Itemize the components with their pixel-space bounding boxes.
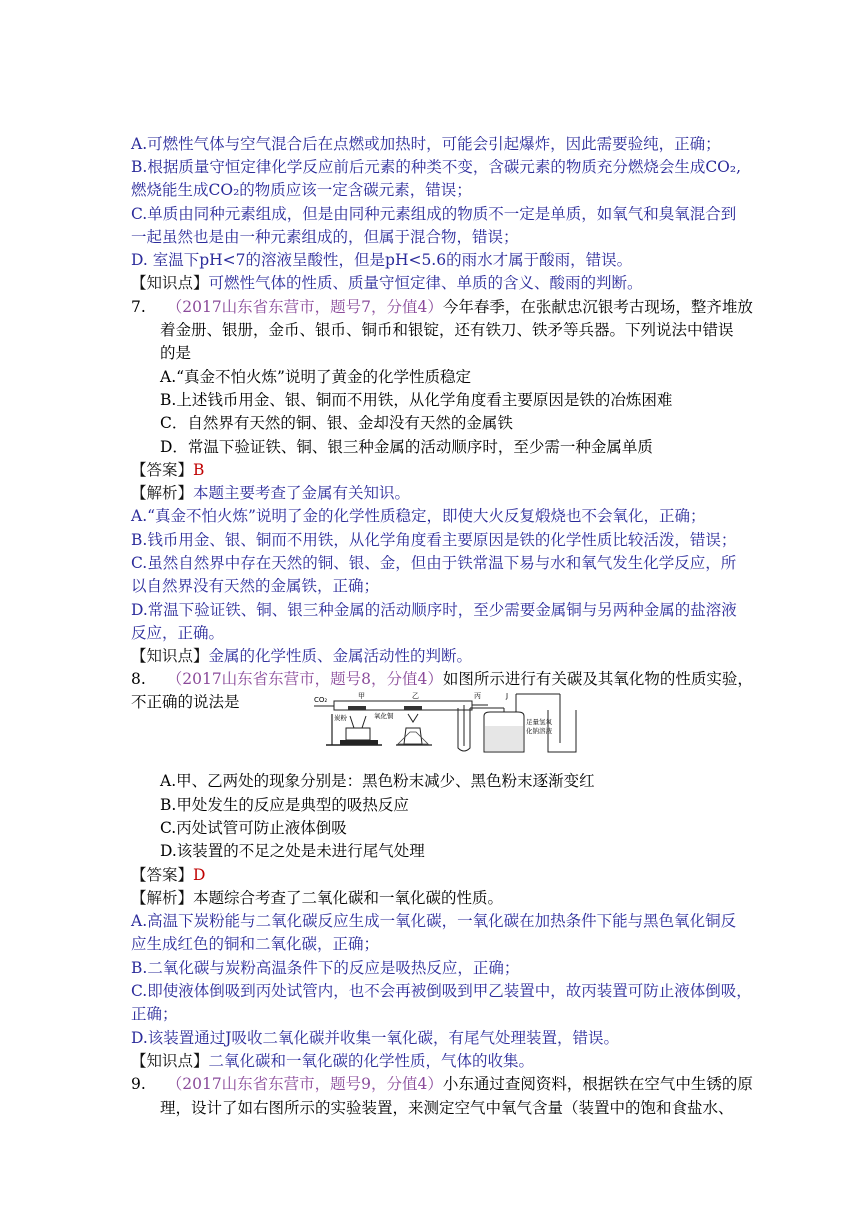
- q8-option-a: A.甲、乙两处的现象分别是：黑色粉末减少、黑色粉末逐渐变红: [160, 772, 595, 790]
- analysis-line-d: D. 室温下pH<7的溶液呈酸性，但是pH<5.6的雨水才属于酸雨，错误。: [131, 251, 633, 269]
- q8-stem-line1: [131, 668, 753, 690]
- q8-number: 8.: [131, 670, 146, 688]
- knowledge-text: 可燃性气体的性质、质量守恒定律、单质的含义、酸雨的判断。: [208, 274, 643, 292]
- knowledge-label: 【知识点】: [131, 647, 209, 665]
- fig-j-label: J: [506, 692, 509, 700]
- q8-analysis-b: B.二氧化碳与炭粉高温条件下的反应是吸热反应，正确；: [131, 959, 520, 977]
- q7-analysis-c: C.虽然自然界中存在天然的铜、银、金，但由于铁常温下易与水和氧气发生化学反应，所: [131, 554, 737, 572]
- fig-copper-oxide: [404, 706, 422, 710]
- fig-yi-label: 乙: [412, 692, 419, 700]
- knowledge-point-6: [131, 272, 643, 294]
- fig-bing-label: 丙: [474, 692, 481, 700]
- knowledge-label: 【知识点】: [131, 1052, 209, 1070]
- q8-answer: [131, 864, 205, 886]
- q7-source: （2017山东省东营市，题号7，分值4）: [166, 298, 443, 316]
- fig-carbon-powder: [348, 706, 366, 710]
- analysis-label: 【解析】: [131, 889, 194, 907]
- fig-burner-flame-2: [408, 714, 418, 722]
- q7-answer: [131, 459, 204, 481]
- q9-stem-line1: [131, 1073, 753, 1095]
- q8-source: （2017山东省东营市，题号8，分值4）: [166, 670, 443, 688]
- analysis-line-a: A.可燃性气体与空气混合后在点燃或加热时，可能会引起爆炸，因此需要验纯，正确；: [131, 135, 721, 153]
- q8-option-b: B.甲处发生的反应是典型的吸热反应: [160, 796, 409, 814]
- q7-stem-line3: 的是: [160, 344, 192, 362]
- q8-analysis-d: D.该装置通过J吸收二氧化碳并收集一氧化碳，有尾气处理装置，错误。: [131, 1029, 620, 1047]
- q9-stem-text: 小东通过查阅资料，根据铁在空气中生锈的原: [442, 1075, 753, 1093]
- fig-burner-2: [404, 728, 422, 744]
- q8-knowledge-point: [131, 1050, 534, 1072]
- q9-number: 9.: [131, 1075, 146, 1093]
- answer-value: B: [193, 461, 205, 479]
- answer-label: 【答案】: [131, 461, 194, 479]
- analysis-line-b: B.根据质量守恒定律化学反应前后元素的种类不变，含碳元素的物质充分燃烧会生成CO₂,: [131, 158, 742, 176]
- fig-beaker: [548, 710, 576, 752]
- analysis-line-c: C.单质由同种元素组成，但是由同种元素组成的物质不一定是单质，如氧气和臭氧混合到: [131, 205, 737, 223]
- fig-burner-1: [346, 728, 370, 740]
- q7-stem-line2: 着金册、银册，金币、银币、铜币和银锭，还有铁刀、铁矛等兵器。下列说法中错误: [160, 321, 734, 339]
- q7-analysis-head: [131, 482, 410, 504]
- q8-option-c: C.丙处试管可防止液体倒吸: [160, 819, 347, 837]
- fig-tanfen-label: 炭粉: [334, 714, 347, 722]
- q7-option-d: D．常温下验证铁、铜、银三种金属的活动顺序时，至少需一种金属单质: [160, 438, 653, 456]
- knowledge-text: 金属的化学性质、金属活动性的判断。: [208, 647, 473, 665]
- answer-label: 【答案】: [131, 866, 194, 884]
- answer-value: D: [193, 866, 206, 884]
- q9-stem-line2: 理，设计了如右图所示的实验装置，来测定空气中氧气含量（装置中的饱和食盐水、: [160, 1099, 734, 1117]
- q7-analysis-a: A.“真金不怕火炼”说明了金的化学性质稳定，即使大火反复煅烧也不会氧化，正确；: [131, 507, 706, 525]
- q7-analysis-b: B.钱币用金、银、铜而不用铁，从化学角度看主要原因是铁的化学性质比较活泼，错误；: [131, 531, 737, 549]
- q7-stem-text: 今年春季，在张献忠沉银考古现场，整齐堆放: [442, 298, 753, 316]
- fig-co2-label: CO₂: [314, 696, 328, 704]
- q8-analysis-a: A.高温下炭粉能与二氧化碳反应生成一氧化碳，一氧化碳在加热条件下能与黑色氧化铜反: [131, 912, 737, 930]
- analysis-summary: 本题综合考查了二氧化碳和一氧化碳的性质。: [193, 889, 504, 907]
- knowledge-text: 二氧化碳和一氧化碳的化学性质，气体的收集。: [208, 1052, 535, 1070]
- q8-analysis-head: [131, 887, 503, 909]
- q7-analysis-c-cont: 以自然界没有天然的金属铁，正确；: [131, 577, 380, 595]
- q8-analysis-a-cont: 应生成红色的铜和二氧化碳，正确；: [131, 935, 380, 953]
- q7-analysis-d-cont: 反应，正确。: [131, 624, 225, 642]
- fig-solution: [485, 726, 523, 751]
- fig-solution-label-1: 足量氢氧: [526, 718, 552, 726]
- fig-jia-label: 甲: [358, 692, 365, 700]
- q8-analysis-c: C.即使液体倒吸到丙处试管内，也不会再被倒吸到甲乙装置中，故丙装置可防止液体倒吸，: [131, 982, 752, 1000]
- analysis-line-c-cont: 一起虽然也是由一种元素组成的，但属于混合物，错误；: [131, 228, 519, 246]
- q7-analysis-d: D.常温下验证铁、铜、银三种金属的活动顺序时，至少需要金属铜与另两种金属的盐溶液: [131, 601, 737, 619]
- q7-option-c: C．自然界有天然的铜、银、金却没有天然的金属铁: [160, 414, 513, 432]
- knowledge-label: 【知识点】: [131, 274, 209, 292]
- analysis-label: 【解析】: [131, 484, 194, 502]
- q9-source: （2017山东省东营市，题号9，分值4）: [166, 1075, 443, 1093]
- q7-knowledge-point: [131, 645, 472, 667]
- q8-stem-line2: 不正确的说法是: [131, 693, 240, 711]
- q7-option-a: A.“真金不怕火炼”说明了黄金的化学性质稳定: [160, 368, 471, 386]
- q7-stem-line1: [131, 296, 753, 318]
- fig-cuo-label: 氧化铜: [374, 712, 394, 720]
- q8-analysis-c-cont: 正确；: [131, 1005, 178, 1023]
- q8-stem-text: 如图所示进行有关碳及其氧化物的性质实验，: [442, 670, 753, 688]
- fig-burner-flame-1: [350, 716, 366, 728]
- q7-option-b: B.上述钱币用金、银、铜而不用铁，从化学角度看主要原因是铁的冶炼困难: [160, 391, 673, 409]
- analysis-summary: 本题主要考查了金属有关知识。: [193, 484, 411, 502]
- analysis-line-b-cont: 燃烧能生成CO₂的物质应该一定含碳元素，错误；: [131, 181, 472, 199]
- q7-number: 7.: [131, 298, 146, 316]
- q8-option-d: D.该装置的不足之处是未进行尾气处理: [160, 842, 425, 860]
- experiment-apparatus-figure: [312, 688, 580, 758]
- fig-solution-label-2: 化钠溶液: [526, 727, 552, 735]
